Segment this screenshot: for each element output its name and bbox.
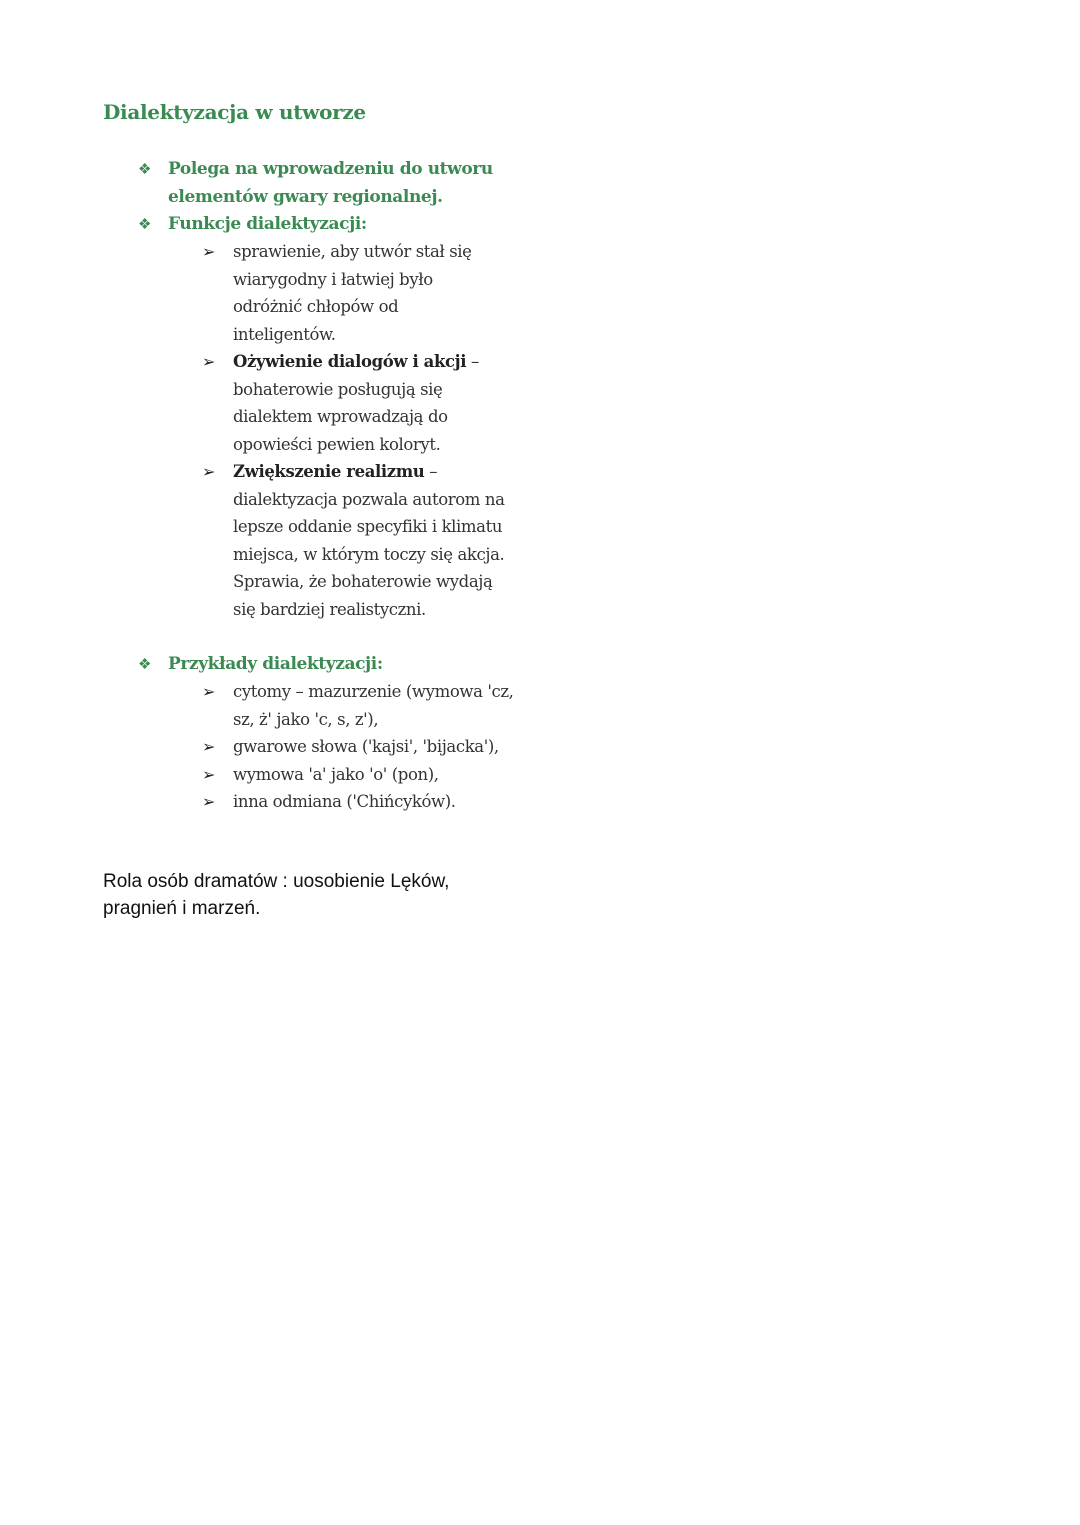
list-item-bold: Zwiększenie realizmu [233, 462, 425, 481]
section-functions-title: Funkcje dialektyzacji: [168, 214, 367, 234]
arrowhead-bullet-icon: ➢ [202, 682, 216, 701]
page-title: Dialektyzacja w utworze [103, 100, 366, 124]
list-item-text: sprawienie, aby utwór stał się wiarygodny i łatwiej było odróżnić chłopów od inteligentów. [233, 242, 472, 344]
diamond-bullet-icon: ❖ [138, 160, 152, 178]
arrowhead-bullet-icon: ➢ [202, 765, 216, 784]
diamond-bullet-icon: ❖ [138, 215, 152, 233]
list-item [233, 348, 488, 458]
arrowhead-bullet-icon: ➢ [202, 737, 216, 756]
list-item-text: – bohaterowie posługują się dialektem wprowadzają do opowieści pewien koloryt. [233, 352, 479, 454]
list-item [233, 458, 505, 623]
arrowhead-bullet-icon: ➢ [202, 792, 216, 811]
section-definition: Polega na wprowadzeniu do utworu elementów gwary regionalnej. [168, 159, 493, 207]
list-item [233, 761, 533, 789]
list-item-text: inna odmiana ('Chińcyków). [233, 792, 456, 811]
list-item-text: gwarowe słowa ('kajsi', 'bijacka'), [233, 737, 499, 756]
arrowhead-bullet-icon: ➢ [202, 462, 216, 481]
diamond-bullet-icon: ❖ [138, 655, 152, 673]
arrowhead-bullet-icon: ➢ [202, 352, 216, 371]
list-item-text: wymowa 'a' jako 'o' (pon), [233, 765, 439, 784]
list-item-text: – dialektyzacja pozwala autorom na lepsze oddanie specyfiki i klimatu miejsca, w którym toczy się akcja. Sprawia, że bohaterowie wydają się bardziej realistyczni. [233, 462, 505, 619]
list-item-text: cytomy – mazurzenie (wymowa 'cz, sz, ż' jako 'c, s, z'), [233, 682, 514, 729]
list-item [233, 678, 518, 733]
list-item [233, 238, 498, 348]
footer-note: Rola osób dramatów : uosobienie Lęków, pragnień i marzeń. [103, 871, 450, 919]
list-item [233, 733, 533, 761]
list-item-bold: Ożywienie dialogów i akcji [233, 352, 467, 371]
section-examples-title: Przykłady dialektyzacji: [168, 654, 383, 674]
list-item [233, 788, 533, 816]
arrowhead-bullet-icon: ➢ [202, 242, 216, 261]
